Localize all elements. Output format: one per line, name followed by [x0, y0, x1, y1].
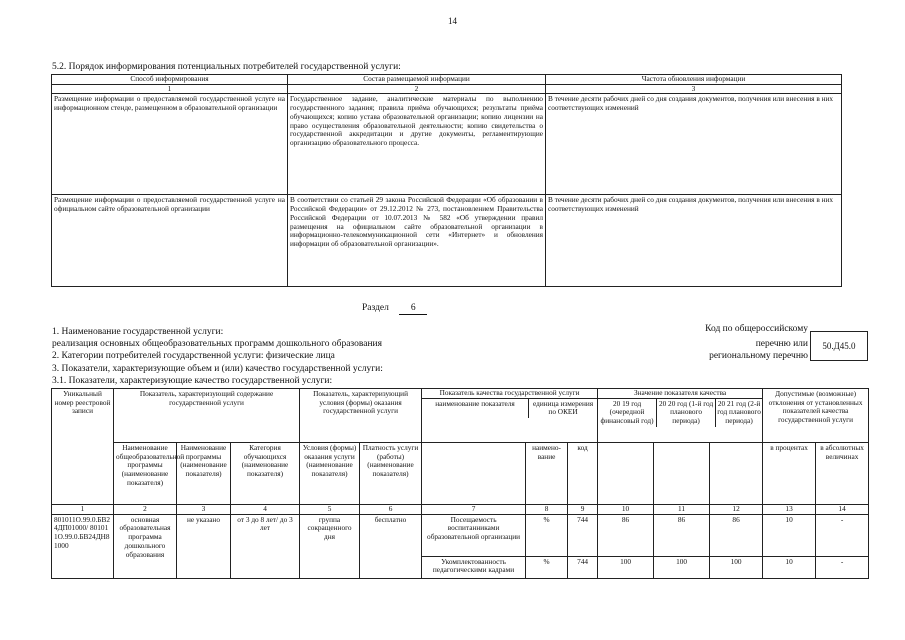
header-method: Способ информирования [52, 75, 288, 85]
content-cell: Государственное задание, аналитические материалы по выполнению государственного задания; правила приёма обучающихся; результаты приёма обучающихся; копию устава образовательной организации; копию лицензии на право осуществления образовательной деятельности; копию свидетельства о государственной аккредитации и другие документы, регламентирующие организацию образовательного процесса. [288, 94, 546, 195]
indicator-unit: % [526, 556, 568, 578]
section-label: Раздел [362, 303, 389, 313]
h-content: Показатель, характеризующий содержание государственной услуги [114, 389, 300, 443]
section-number: 6 [399, 303, 427, 315]
h-quality-group [422, 389, 598, 443]
empty-cell [598, 443, 654, 505]
frequency-cell: В течение десяти рабочих дней со дня создания документов, получения или внесения в них соответствующих изменений [546, 195, 842, 287]
num-cell: 14 [816, 505, 869, 515]
section-heading [362, 303, 427, 315]
h-unit-name: наимено-вание [526, 443, 568, 505]
page-number: 14 [448, 16, 457, 26]
indicator-name: Посещаемость воспитанниками образовательной организации [422, 514, 526, 556]
num-cell: 8 [526, 505, 568, 515]
frequency-cell: В течение десяти рабочих дней со дня создания документов, получения или внесения в них соответствующих изменений [546, 94, 842, 195]
consumer-category: 2. Категории потребителей государственной услуги: физические лица [52, 351, 335, 361]
num-cell: 2 [288, 84, 546, 94]
indicator-value-3: 100 [710, 556, 763, 578]
sub-payment: Платность услуги (работы) (наименование показателя) [360, 443, 422, 505]
num-cell: 10 [598, 505, 654, 515]
indicator-code: 744 [568, 556, 598, 578]
num-cell: 7 [422, 505, 526, 515]
h-unit: единица измерения по ОКЕИ [532, 398, 594, 417]
h-absolute: в абсолютных величинах [816, 443, 869, 505]
section-52-title: 5.2. Порядок информирования потенциальных потребителей государственной услуги: [52, 62, 401, 72]
h-name: наименование показателя [422, 399, 529, 418]
header-content: Состав размещаемой информации [288, 75, 546, 85]
quality-heading: 3.1. Показатели, характеризующие качество государственной услуги: [52, 376, 333, 386]
service-name-value: реализация основных общеобразовательных программ дошкольного образования [52, 339, 382, 349]
code-label-2: перечню или [755, 339, 808, 349]
indicator-value-1: 86 [598, 514, 654, 556]
indicator-percent: 10 [763, 514, 816, 556]
h-deviation: Допустимые (возможные) отклонения от установленных показателей качества государственной услуги [763, 389, 869, 443]
indicator-name: Укомплектованность педагогическими кадрами [422, 556, 526, 578]
indicator-value-1: 100 [598, 556, 654, 578]
indicator-percent: 10 [763, 556, 816, 578]
informing-table [51, 74, 842, 287]
num-cell: 5 [300, 505, 360, 515]
method-cell: Размещение информации о предоставляемой государственной услуге на информационном стенде, размещенном в образовательной организации [52, 94, 288, 195]
h-conditions: Показатель, характеризующий условия (формы) оказания государственной услуги [300, 389, 422, 443]
indicator-unit: % [526, 514, 568, 556]
h-unit-code: код [568, 443, 598, 505]
num-cell: 9 [568, 505, 598, 515]
num-cell: 6 [360, 505, 422, 515]
empty-cell [654, 443, 710, 505]
empty-cell [422, 443, 526, 505]
payment: бесплатно [360, 514, 422, 578]
h-year3: 20 21 год (2-й год планового периода) [717, 398, 761, 426]
category: от 3 до 8 лет/ до 3 лет [231, 514, 300, 578]
h-values-group [598, 389, 763, 443]
method-cell: Размещение информации о предоставляемой государственной услуге на официальном сайте образовательной организации [52, 195, 288, 287]
service-name-label: 1. Наименование государственной услуги: [52, 327, 224, 337]
sub-program: Наименование общеобразовательной программы (наименование показателя) [114, 443, 177, 505]
indicator-absolute: - [816, 556, 869, 578]
h-year2: 20 20 год (1-й год планового периода) [657, 399, 716, 427]
program-name: не указано [177, 514, 231, 578]
code-label-1: Код по общероссийскому [705, 324, 808, 334]
num-cell: 3 [177, 505, 231, 515]
indicator-code: 744 [568, 514, 598, 556]
h-percent: в процентах [763, 443, 816, 505]
sub-category: Категория обучающихся (наименование показателя) [231, 443, 300, 505]
indicator-value-2: 86 [654, 514, 710, 556]
indicator-absolute: - [816, 514, 869, 556]
num-cell: 2 [114, 505, 177, 515]
code-label-3: региональному перечню [709, 351, 808, 361]
num-cell: 12 [710, 505, 763, 515]
form: группа сокращенного дня [300, 514, 360, 578]
indicator-value-3: 86 [710, 514, 763, 556]
num-cell: 13 [763, 505, 816, 515]
registry-code-box: 50.Д45.0 [810, 331, 868, 361]
volume-quality-heading: 3. Показатели, характеризующие объем и (или) качество государственной услуги: [52, 364, 383, 374]
h-year1: 20 19 год (очередной финансовый год) [598, 399, 657, 427]
num-cell: 4 [231, 505, 300, 515]
header-frequency: Частота обновления информации [546, 75, 842, 85]
sub-form: Условия (формы) оказания услуги (наименование показателя) [300, 443, 360, 505]
program: основная образовательная программа дошкольного образования [114, 514, 177, 578]
content-cell: В соответствии со статьей 29 закона Российской Федерации «Об образовании в Российской Федерации» от 29.12.2012 № 273, постановлением Правительства Российской Федерации от 10.07.2013 № 582 «Об утверждении правил размещения на официальном сайте образовательной организации в информационно-телекоммуникационной сети «Интернет» и обновления информации об образовательной организации». [288, 195, 546, 287]
num-cell: 1 [52, 84, 288, 94]
num-cell: 1 [52, 505, 114, 515]
registry-code: 801011О.99.0.БВ24ДП01000/ 801011О.99.0.БВ24ДН81000 [52, 514, 114, 578]
sub-program-name: Наименование программы (наименование показателя) [177, 443, 231, 505]
num-cell: 11 [654, 505, 710, 515]
empty-cell [710, 443, 763, 505]
indicator-value-2: 100 [654, 556, 710, 578]
quality-table [51, 388, 869, 579]
h-quality: Показатель качества государственной услуги [422, 389, 597, 399]
num-cell: 3 [546, 84, 842, 94]
h-values: Значение показателя качества [598, 389, 762, 399]
h-unique: Уникальный номер реестровой записи [52, 389, 114, 505]
